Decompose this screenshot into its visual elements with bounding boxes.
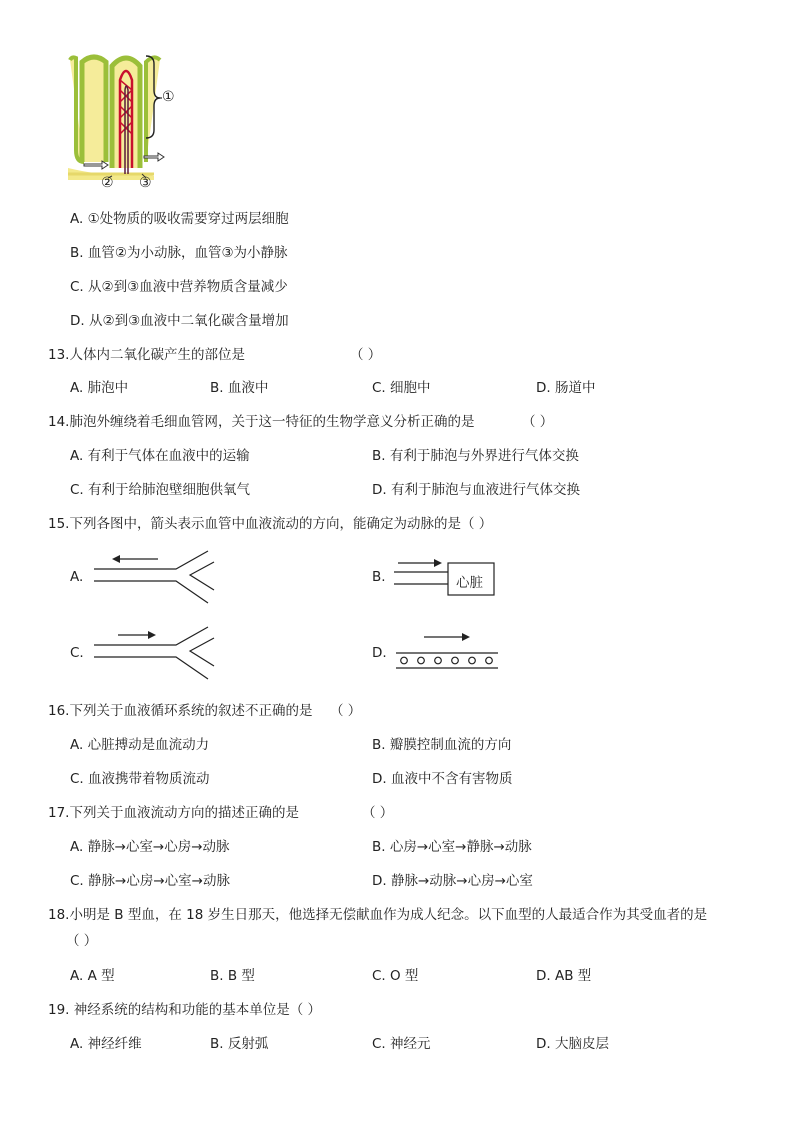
villus-diagram (62, 50, 192, 190)
q16-option-c[interactable]: C. 血液携带着物质流动 (70, 771, 210, 787)
q16-answer-paren: （ ） (330, 703, 362, 719)
figure-label-1: ① (162, 89, 175, 105)
q15-diagram-a (90, 548, 220, 608)
q15-heart-box-label: 心脏 (456, 575, 483, 591)
q12-option-b[interactable]: B. 血管②为小动脉，血管③为小静脉 (70, 245, 288, 261)
q14-option-d[interactable]: D. 有利于肺泡与血液进行气体交换 (372, 482, 580, 498)
q19-option-d[interactable]: D. 大脑皮层 (536, 1036, 609, 1052)
q17-option-b[interactable]: B. 心房→心室→静脉→动脉 (372, 839, 532, 855)
q18-option-b[interactable]: B. B 型 (210, 968, 255, 984)
q15-diagram-b (392, 556, 502, 598)
q18-stem: 18.小明是 B 型血，在 18 岁生日那天，他选择无偿献血作为成人纪念。以下血型的人最适合作为其受血者的是 (48, 907, 708, 923)
q13-answer-paren: （ ） (350, 347, 382, 363)
q15-label-a[interactable]: A. (70, 569, 84, 585)
q17-option-c[interactable]: C. 静脉→心房→心室→动脉 (70, 873, 230, 889)
q14-option-b[interactable]: B. 有利于肺泡与外界进行气体交换 (372, 448, 579, 464)
q16-option-a[interactable]: A. 心脏搏动是血流动力 (70, 737, 210, 753)
q19-stem: 19. 神经系统的结构和功能的基本单位是（ ） (48, 1002, 322, 1018)
q15-label-c[interactable]: C. (70, 645, 84, 661)
q15-stem: 15.下列各图中，箭头表示血管中血液流动的方向，能确定为动脉的是（ ） (48, 516, 493, 532)
q15-label-b[interactable]: B. (372, 569, 386, 585)
q12-option-c[interactable]: C. 从②到③血液中营养物质含量减少 (70, 279, 288, 295)
q14-option-a[interactable]: A. 有利于气体在血液中的运输 (70, 448, 250, 464)
q16-option-b[interactable]: B. 瓣膜控制血流的方向 (372, 737, 512, 753)
q13-stem: 13.人体内二氧化碳产生的部位是 (48, 347, 245, 363)
q12-option-a[interactable]: A. ①处物质的吸收需要穿过两层细胞 (70, 211, 289, 227)
q13-option-b[interactable]: B. 血液中 (210, 380, 269, 396)
q15-label-d[interactable]: D. (372, 645, 387, 661)
q14-option-c[interactable]: C. 有利于给肺泡壁细胞供氧气 (70, 482, 251, 498)
figure-label-2: ② (101, 175, 114, 191)
q18-answer-paren: （ ） (66, 933, 98, 949)
q19-option-a[interactable]: A. 神经纤维 (70, 1036, 142, 1052)
q14-answer-paren: （ ） (522, 414, 554, 430)
q14-stem: 14.肺泡外缠绕着毛细血管网，关于这一特征的生物学意义分析正确的是 (48, 414, 475, 430)
q17-stem: 17.下列关于血液流动方向的描述正确的是 (48, 805, 299, 821)
q17-option-a[interactable]: A. 静脉→心室→心房→动脉 (70, 839, 230, 855)
q13-option-c[interactable]: C. 细胞中 (372, 380, 431, 396)
q19-option-c[interactable]: C. 神经元 (372, 1036, 431, 1052)
q13-option-a[interactable]: A. 肺泡中 (70, 380, 129, 396)
q15-diagram-d (394, 630, 504, 674)
q13-option-d[interactable]: D. 肠道中 (536, 380, 596, 396)
q18-option-d[interactable]: D. AB 型 (536, 968, 592, 984)
q19-option-b[interactable]: B. 反射弧 (210, 1036, 269, 1052)
figure-label-3: ③ (139, 175, 152, 191)
q17-answer-paren: （ ） (362, 805, 394, 821)
q17-option-d[interactable]: D. 静脉→动脉→心房→心室 (372, 873, 533, 889)
q15-diagram-c (90, 624, 220, 684)
q18-option-a[interactable]: A. A 型 (70, 968, 115, 984)
q16-option-d[interactable]: D. 血液中不含有害物质 (372, 771, 513, 787)
q16-stem: 16.下列关于血液循环系统的叙述不正确的是 (48, 703, 313, 719)
q18-option-c[interactable]: C. O 型 (372, 968, 419, 984)
q12-option-d[interactable]: D. 从②到③血液中二氧化碳含量增加 (70, 313, 289, 329)
